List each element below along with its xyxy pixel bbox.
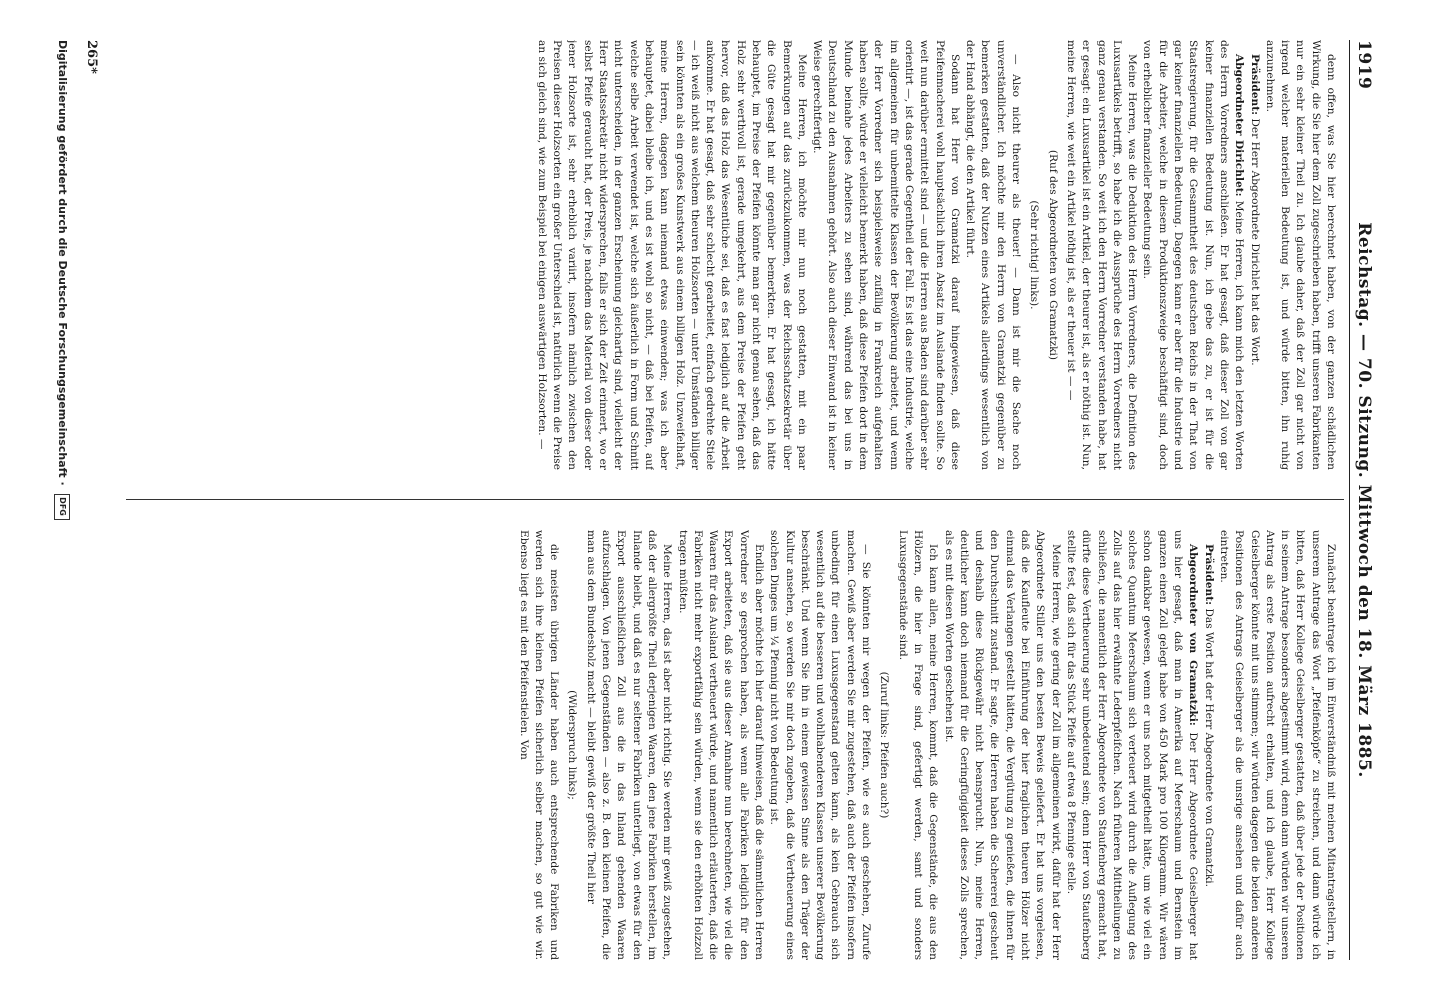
paragraph [894, 530, 940, 960]
paragraph-text: Meine Herren, das ist aber nicht richtig. Sie werden mir gewiß zugestehen, daß der allergrößte Theil derjenigen Waaren, den jene Fabriken herstellen, im Inlande bleibt, und daß es nur seltener Fabriken unterliegt, von etwas für den Export ausschließlichen Zoll aus die in das Inland gehenden Waaren aufzuschlagen. Von jenen Gegenständen — also z. B. den kleinen Pfeifen, die man aus dem Bundesholz macht — bleibt gewiß der größte Theil hier [584, 530, 674, 960]
page-title: Reichstag. — 70. Sitzung. Mittwoch den 18. März 1885. [1354, 222, 1374, 778]
page-number: 1919 [1354, 40, 1374, 90]
interjection [564, 530, 579, 960]
text-column-left [116, 40, 1338, 470]
credit-text: Digitalisierung gefördert durch die Deutsche Forschungsgemeinschaft · [56, 40, 69, 486]
paragraph-text: Endlich aber möchte ich hier darauf hinweisen, daß die sämmtlichen Herren Vorredner so gesprochen haben, als wenn alle Fabriken lediglich für den Export arbeiteten, daß sie aus dieser Annahme nun berechneten, wie viel die Waaren für das Ausland vertheuert würde, und namentlich erläuterten, daß die Fabriken nicht mehr exportfähig sein würden, wenn sie den erhöhten Holzzoll tragen müßten. [676, 530, 766, 960]
paragraph [962, 40, 1023, 470]
paragraph [1139, 40, 1246, 470]
paragraph-text: Meine Herren, ich kann mich den letzten Worten des Herrn Vorredners anschließen. Er hat gesagt, daß dieser Zoll von gar keiner finanziellen Bedeutung ist. Nun, ich gebe das zu, er ist für die Staatsregierung, für die Gesammtheit des deutschen Reichs in der That von gar keiner finanziellen Bedeutung. Dagegen kann er aber für die Industrie und für die Arbeiter, welche in diesem Produktionszweige beschäftigt sind, doch von erheblicher finanzieller Bedeutung sein. [1141, 40, 1246, 470]
paragraph [1063, 530, 1201, 960]
speaker-name: Abgeordneter von Gramatzki: [1187, 544, 1200, 726]
paragraph [1063, 40, 1139, 470]
paragraph-text: Sodann hat Herr von Gramatzki darauf hingewiesen, daß diese Pfeifenmacherei wohl hauptsächlich ihren Absatz im Auslande finden sollte. So weit nun darüber ermittelt sind — und die Herren aus Baden sind darüber sehr orientirt —, ist das gerade Gegentheil der Fall. Es ist das eine Industrie, welche im allgemeinen für unbemittelte Klassen der Bevölkerung arbeitet, und wenn der Herr Vorredner sich beispielsweise zufällig in Frankreich aufgehalten haben sollte, würde er vielleicht bemerkt haben, daß diese Pfeifen dort in dem Munde beinahe jedes Arbeiters zu sehen sind, während das bei uns in Deutschland zu den Ausnahmen gehört. Also auch dieser Einwand ist in keiner Weise gerechtfertigt. [811, 40, 961, 470]
paragraph-text: Meine Herren, ich möchte mir nun noch gestatten, mit ein paar Bemerkungen auf das zurückzukommen, was der Reichsschatzsekretär über die Güte gesagt hat mir gegenüber bemerkten. Er hat gesagt, ich hätte behauptet, im Preise der Pfeifen könnte man gar nicht genau sehen, daß das Holz sehr werthvoll ist, gerade umgekehrt, aus dem Preise der Pfeifen geht hervor, daß das Holz das Wesentliche sei, daß es fast lediglich auf die Arbeit ankomme. Er hat gesagt, daß sehr schlecht gearbeitet, einfach gedrehte Stiele — ich weiß nicht aus welchem theuren Holzsorten — unter Umständen billiger sein könnten als ein großes Kunstwerk aus einem billigen Holz. Unzweifelhaft, meine Herren, dagegen kann niemand etwas einwenden; was ich aber behauptet, dabei bleibe ich, und es ist wohl so nicht, — daß bei Pfeifen, auf welche selbe Arbeit verwendet ist, welche sich äußerlich in Form und Schnitt nicht unterscheiden, in der ganzen Erscheinung gleichartig sind, vielleicht der Herr Staatssekretär nicht widersprechen, falls er sich der Zeit erinnert, wo er selbst Pfeife geraucht hat, der Preis, je nachdem das Material von dieser oder jener Holzsorte ist, sehr erheblich variirt, insofern nämlich zwischen den Preisen dieser Holzsorten ein großer Unterschied ist, natürlich wenn die Preise an sich gleich sind, wie zum Beispiel bei einigen auswärtigen Holzsorten. — [535, 40, 808, 470]
paragraph-text: Zunächst beantrage ich im Einverständniß mit meinen Mitantragstellern, in unserem Antrage das Wort „Pfeifenköpfe“ zu streichen, und dann würde ich bitten, daß Herr Kollege Geiselberger gestatten, daß über jede der Positionen in seinem Antrage besonders abgestimmt wird, denn dann würden wir unseren Antrag als erste Position aufrecht erhalten, und ich glaube, Herr Kollege Geiselberger könnte mit uns stimmen; wir würden dagegen die beiden anderen Positionen des Antrags Geiselberger als die unsrige ansehen und dafür auch eintreten. [1217, 530, 1337, 960]
paragraph [1246, 40, 1261, 470]
speaker-name: Abgeordneter Dirichlet: [1233, 54, 1246, 197]
paragraph-text: (Widerspruch links); [566, 690, 579, 800]
paragraph [766, 530, 873, 960]
column-divider [126, 499, 1344, 500]
speaker-name: Präsident: [1202, 544, 1215, 606]
speaker-name: Präsident: [1248, 54, 1261, 116]
paragraph [1216, 530, 1338, 960]
paragraph-text: Das Wort hat der Herr Abgeordnete von Gramatzki. [1202, 605, 1215, 887]
paragraph-text: denn offen, was Sie hier berechnet haben, von der ganzen schädlichen Wirkung, die Sie hier dem Zoll zugeschrieben haben, trifft unseren Fabrikanten nur ein sehr kleiner Theil zu. Ich glaube daher, daß der Zoll gar nicht von irgend welcher materiellen Bedeutung ist, und würde bitten, ihn ruhig anzunehmen. [1263, 40, 1337, 470]
interjection [1026, 40, 1041, 470]
paragraph-text: (Ruf des Abgeordneten von Gramatzki) [1046, 149, 1059, 361]
paragraph-text: Der Herr Abgeordnete Dirichlet hat das Wort. [1248, 115, 1261, 366]
paragraph-text: die meisten übrigen Länder haben auch entsprechende Fabriken und werden sich ihre kleinen Pfeifen sicherlich selber machen, so gut wie wir. Ebenso liegt es mit den Pfeifenstielen. Von [517, 530, 561, 960]
paragraph [674, 530, 766, 960]
paragraph [940, 530, 1062, 960]
paragraph-text: (Zuruf links: Pfeifen auch?) [878, 671, 891, 819]
paragraph-text: Meine Herren, was die Deduktion des Herrn Vorredners, die Definition des Luxusartikels betrifft, so habe ich die Aussprüche des Herrn Vorredners nicht ganz genau verstanden. So weit ich den Herrn Vorredner verstanden habe, hat er gesagt: ein Luxusartikel ist ein Artikel, der theurer ist, als er nöthig ist. Nun, meine Herren, wie weit ein Artikel nöthig ist, als er theuer ist — — [1064, 40, 1139, 470]
paragraph [582, 530, 674, 960]
scanned-page [36, 20, 1396, 980]
page-header [1349, 40, 1378, 960]
paragraph-text: — Also nicht theurer als theuer! — Dann ist mir die Sache noch unverständlicher. Ich möchte mir den Herrn von Gramatzki gegenüber zu bemerken gestatten, daß der Nutzen eines Artikels allerdings wesentlich von der Hand abhängt, die den Artikel führt. [964, 40, 1023, 470]
paragraph-text: Ich kann allen, meine Herren, kommt, daß die Gegenstände, die aus den Hölzern, die hier in Frage sind, gefertigt werden, samt und sonders Luxusgegenstände sind. [896, 530, 940, 960]
paragraph [1262, 40, 1338, 470]
paragraph [515, 530, 561, 960]
paragraph-text: — Sie könnten mir wegen der Pfeifen, wie es auch geschehen, Zurufe machen. Gewiß aber werden Sie mir zugestehen, daß auch der Pfeifen insofern unbedingt für einen Luxusgegenstand gelten kann, als kein Gebrauch sich wesentlich auf die besseren und wohlhabenderen Klassen unserer Bevölkerung beschränkt. Und wenn Sie ihn in einem gewissen Sinne als den Träger der Kultur ansehen, so werden Sie mir doch zugeben, daß die Vertheuerung eines solchen Dinges um ¼ Pfennig nicht von Bedeutung ist. [768, 530, 873, 960]
paragraph-text: (Sehr richtig! links). [1028, 200, 1041, 310]
paragraph [534, 40, 809, 470]
interjection [876, 530, 891, 960]
paragraph [1200, 530, 1215, 960]
paragraph-text: Meine Herren, wie gering der Zoll im allgemeinen wirkt, dafür hat der Herr Abgeordnete Stiller uns den besten Beweis geliefert. Er hat uns vorgelesen, daß die Kaufleute bei Einführung der hier fraglichen theuren Hölzer nicht einmal das Verlangen gestellt hätten, die Vergütung zu genießen, die ihnen für den Durchschnitt zustand. Er sagte, die Herren haben die Schererei gescheut und deshalb diese Rückgewähr nicht beansprucht. Nun, meine Herren, deutlicher kann doch niemand für die Geringfügigkeit dieses Zolls sprechen, als es mit diesen Worten geschehen ist. [942, 530, 1062, 960]
dfg-logo-icon: DFG [54, 494, 70, 520]
text-column-right [116, 530, 1338, 960]
interjection [1044, 40, 1059, 470]
paragraph-text: Der Herr Abgeordnete Geiselberger hat uns hier gesagt, daß man in Amerika auf Meerschaum und Bernstein im ganzen einen Zoll gelegt habe von 450 Mark pro 100 Kilogramm. Wir wären schon dankbar gewesen, wenn er uns noch mitgetheilt hätte, um wie viel ein solches Quantum Meerschaum sich verteuert wird durch die Auflegung des Zolls auf das hier erwähnte Lederpfeifchen. Nach früheren Mittheilungen zu schließen, die namentlich der Herr Abgeordnete von Staufenberg gemacht hat, dürfte diese Vertheuerung sehr unbedeutend sein; denn Herr von Staufenberg stellte fest, daß sich für das Stück Pfeife auf etwa 8 Pfennige stelle. [1064, 530, 1200, 960]
signature-mark: 265* [84, 40, 99, 74]
paragraph [809, 40, 962, 470]
digitization-credit [50, 40, 70, 960]
